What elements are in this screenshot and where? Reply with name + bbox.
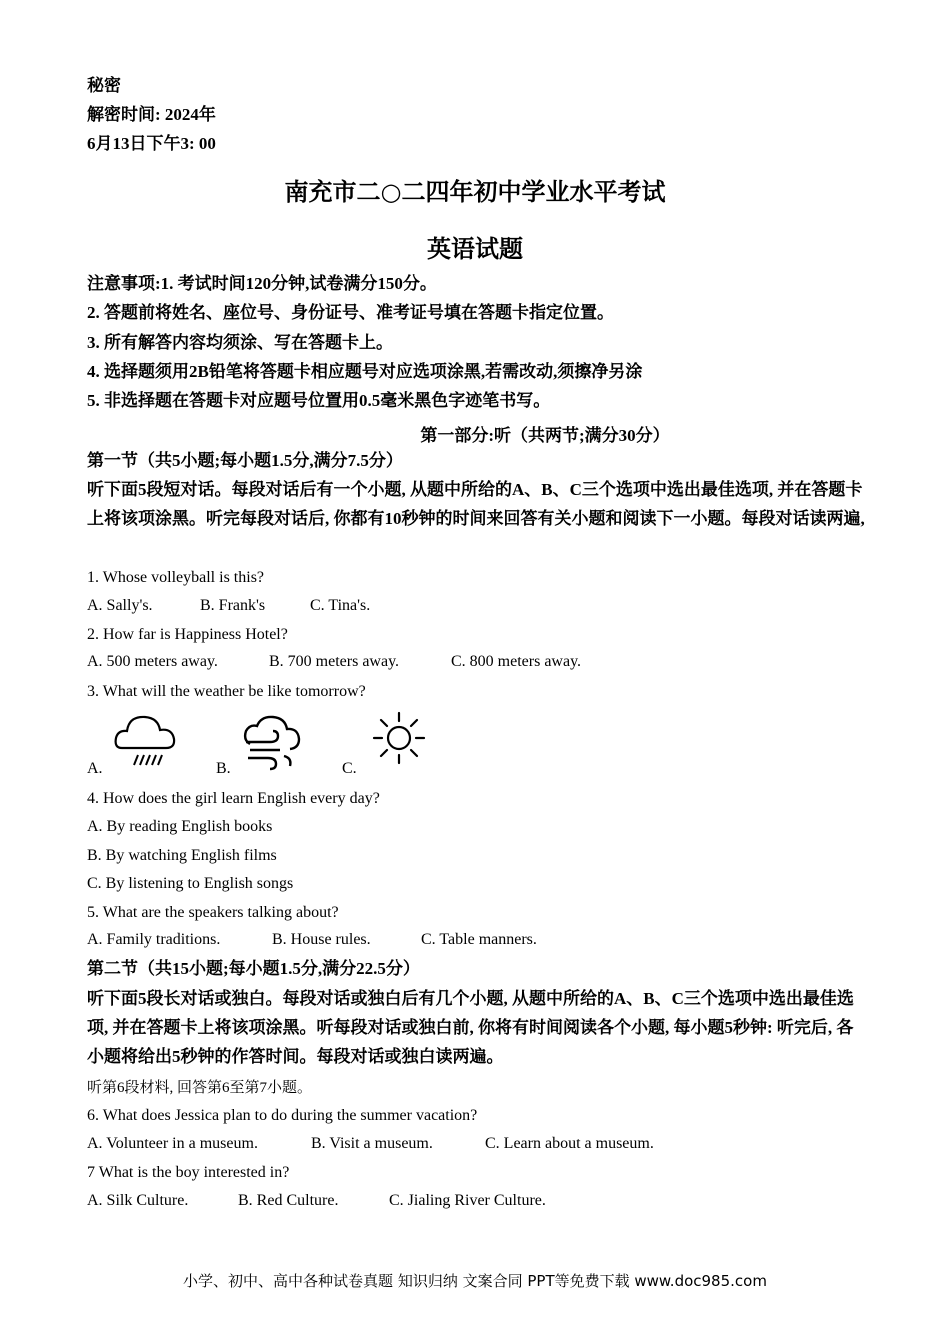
section2-note: 听第6段材料, 回答第6至第7小题。 [87, 1080, 313, 1096]
rain-cloud-icon [112, 710, 182, 772]
q1-option-a: A. Sally's. [87, 597, 153, 614]
q6-option-c: C. Learn about a museum. [485, 1135, 654, 1152]
section2-instructions: 听下面5段长对话或独白。每段对话或独白后有几个小题, 从题中所给的A、B、C三个选项中选出最佳选项, 并在答题卡上将该项涂黑。听每段对话或独白前, 你将有时间阅读各个小题, 每小题5秒钟: 听完后, 各小题将给出5秒钟的作答时间。每段对话或独白读两遍。 [87, 989, 854, 1066]
q2-option-b: B. 700 meters away. [269, 653, 400, 670]
q5-option-c: C. Table manners. [421, 931, 537, 948]
q1-option-b: B. Frank's [200, 597, 266, 614]
q7-option-a: A. Silk Culture. [87, 1192, 189, 1209]
q3-option-a: A. [87, 760, 103, 777]
q1-stem: 1. Whose volleyball is this? [87, 569, 265, 586]
decrypt-time-line-2: 6月13日下午3: 00 [87, 134, 216, 153]
q3-option-b: B. [216, 760, 231, 777]
q2-option-a: A. 500 meters away. [87, 653, 218, 670]
part1-heading: 第一部分:听（共两节;满分30分） [420, 426, 670, 445]
q3-option-c: C. [342, 760, 357, 777]
q7-option-c: C. Jialing River Culture. [389, 1192, 546, 1209]
q1-option-c: C. Tina's. [310, 597, 371, 614]
wind-cloud-icon [240, 714, 302, 772]
exam-subtitle: 英语试题 [427, 234, 523, 263]
q5-stem: 5. What are the speakers talking about? [87, 904, 339, 921]
decrypt-time-line-1: 解密时间: 2024年 [87, 105, 216, 124]
note-4: 4. 选择题须用2B铅笔将答题卡相应题号对应选项涂黑,若需改动,须擦净另涂 [87, 362, 643, 381]
q3-stem: 3. What will the weather be like tomorrow? [87, 683, 366, 700]
q4-option-a: A. By reading English books [87, 818, 273, 835]
q6-stem: 6. What does Jessica plan to do during the summer vacation? [87, 1107, 478, 1124]
q2-stem: 2. How far is Happiness Hotel? [87, 626, 288, 643]
exam-title: 南充市二○二四年初中学业水平考试 [284, 177, 666, 206]
page-footer: 小学、初中、高中各种试卷真题 知识归纳 文案合同 PPT等免费下载 www.doc985.com [183, 1272, 767, 1290]
note-1: 注意事项:1. 考试时间120分钟,试卷满分150分。 [87, 274, 437, 293]
note-2: 2. 答题前将姓名、座位号、身份证号、准考证号填在答题卡指定位置。 [87, 303, 614, 322]
q4-stem: 4. How does the girl learn English every day? [87, 790, 380, 807]
q4-option-b: B. By watching English films [87, 847, 277, 864]
q4-option-c: C. By listening to English songs [87, 875, 294, 892]
section2-heading: 第二节（共15小题;每小题1.5分,满分22.5分） [87, 959, 420, 978]
q7-stem: 7 What is the boy interested in? [87, 1164, 290, 1181]
secret-label: 秘密 [87, 76, 121, 95]
q5-option-b: B. House rules. [272, 931, 371, 948]
note-3: 3. 所有解答内容均须涂、写在答题卡上。 [87, 333, 393, 352]
q2-option-c: C. 800 meters away. [451, 653, 582, 670]
section1-instructions: 听下面5段短对话。每段对话后有一个小题, 从题中所给的A、B、C三个选项中选出最佳选项, 并在答题卡上将该项涂黑。听完每段对话后, 你都有10秒钟的时间来回答有关小题和阅读下一小题。每段对话读两遍, [87, 480, 865, 528]
q7-option-b: B. Red Culture. [238, 1192, 339, 1209]
q6-option-a: A. Volunteer in a museum. [87, 1135, 258, 1152]
section1-heading: 第一节（共5小题;每小题1.5分,满分7.5分） [87, 451, 403, 470]
note-5: 5. 非选择题在答题卡对应题号位置用0.5毫米黑色字迹笔书写。 [87, 391, 551, 410]
sun-icon [370, 710, 428, 766]
q6-option-b: B. Visit a museum. [311, 1135, 433, 1152]
q5-option-a: A. Family traditions. [87, 931, 221, 948]
